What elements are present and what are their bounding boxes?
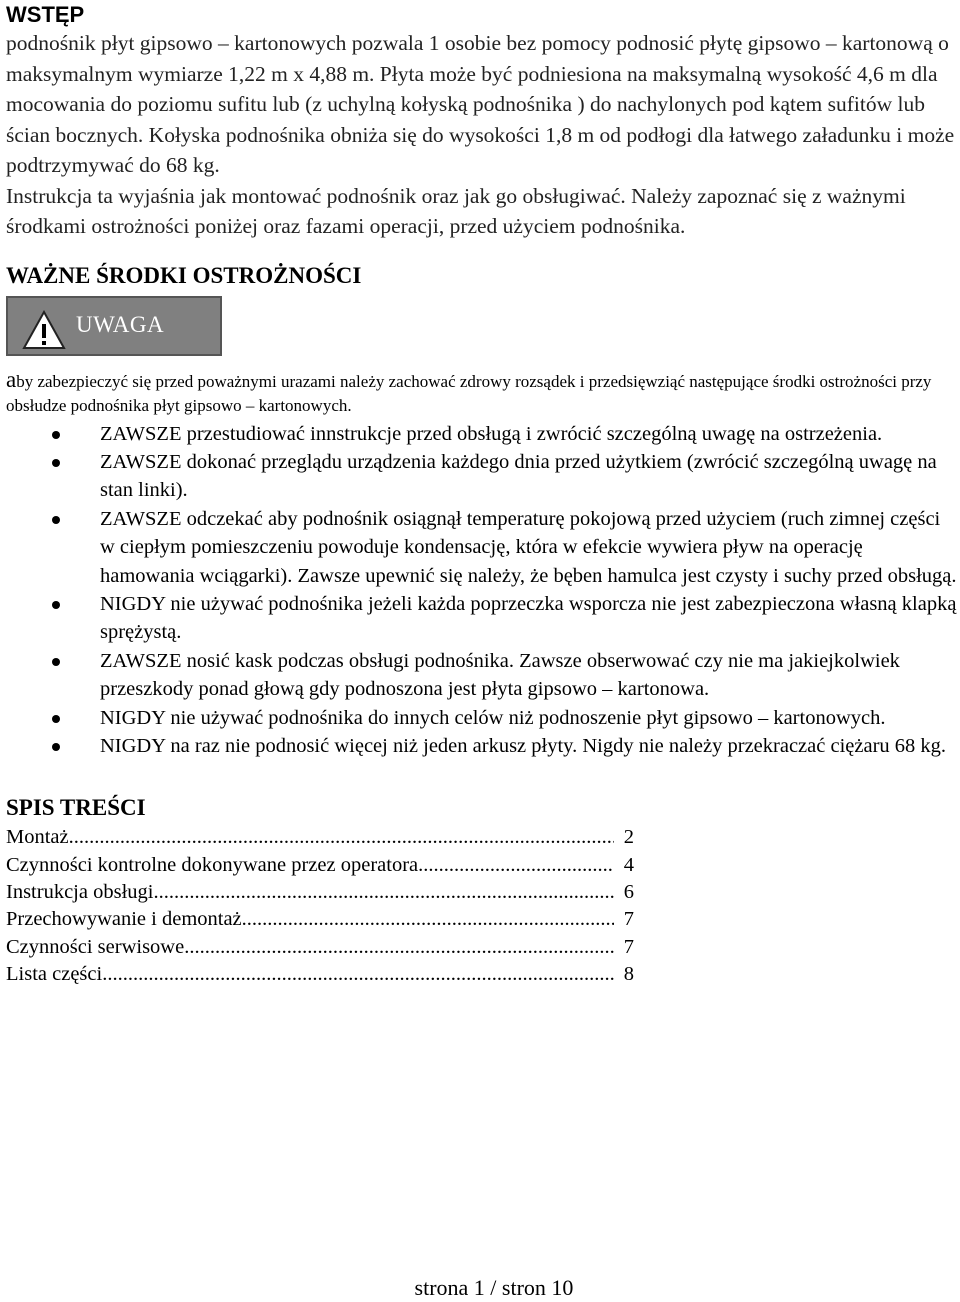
rule-text: ZAWSZE przestudiować innstrukcje przed obsługą i zwrócić szczególną uwagę na ostrzeżenia.	[100, 422, 883, 445]
list-item	[6, 732, 958, 760]
rule-text: ZAWSZE odczekać aby podnośnik osiągnął temperaturę pokojową przed użyciem (ruch zimnej części w ciepłym pomieszczeniu powoduje kondensację, która w efekcie wywiera pływ na operację hamowania wciągarki). Zawsze upewnić się należy, że bęben hamulca jest czysty i suchy przed obsługą.	[100, 507, 957, 587]
precautions-title: WAŻNE ŚRODKI OSTROŻNOŚCI	[6, 262, 362, 288]
toc-entry-page: 4	[623, 853, 634, 876]
warning-triangle-icon	[22, 310, 66, 350]
toc-leader-dots	[418, 852, 614, 879]
toc-leader-dots	[184, 934, 614, 961]
precautions-intro	[6, 368, 958, 418]
toc-entry[interactable]	[6, 824, 634, 851]
toc-entry-label[interactable]: Czynności kontrolne dokonywane przez operatora	[6, 853, 419, 876]
toc-entry-page: 7	[623, 908, 634, 931]
bullet-icon	[52, 658, 60, 666]
bullet-icon	[52, 601, 60, 609]
warning-banner	[6, 296, 222, 356]
list-item	[6, 448, 958, 505]
bullet-icon	[52, 431, 60, 439]
toc-entry-label[interactable]: Czynności serwisowe	[6, 935, 185, 958]
document-page	[6, 0, 958, 988]
toc-leader-dots	[153, 879, 613, 906]
bullet-icon	[52, 459, 60, 467]
bullet-icon	[52, 516, 60, 524]
bullet-icon	[52, 715, 60, 723]
toc-entry-page: 2	[623, 826, 634, 849]
list-item	[6, 647, 958, 704]
rule-text: NIGDY na raz nie podnosić więcej niż jeden arkusz płyty. Nigdy nie należy przekraczać ciężaru 68 kg.	[100, 734, 947, 757]
list-item	[6, 420, 958, 448]
toc-entry[interactable]	[6, 852, 634, 879]
intro-title: WSTĘP	[6, 2, 85, 27]
toc-entry[interactable]	[6, 906, 634, 933]
rule-text: ZAWSZE nosić kask podczas obsługi podnośnika. Zawsze obserwować czy nie ma jakiejkolwiek przeszkody ponad głową gdy podnoszona jest płyta gipsowo – kartonowa.	[100, 649, 900, 701]
toc-entry-label[interactable]: Przechowywanie i demontaż	[6, 908, 242, 931]
rule-text: NIGDY nie używać podnośnika do innych celów niż podnoszenie płyt gipsowo – kartonowych.	[100, 706, 886, 729]
bullet-icon	[52, 743, 60, 751]
toc-entry-page: 8	[623, 962, 634, 985]
list-item	[6, 505, 958, 590]
toc-entry-label[interactable]: Instrukcja obsługi	[6, 880, 154, 903]
toc-leader-dots	[69, 824, 614, 851]
list-item	[6, 590, 958, 647]
toc-leader-dots	[242, 906, 614, 933]
precautions-list	[6, 420, 958, 761]
intro-paragraph: podnośnik płyt gipsowo – kartonowych pozwala 1 osobie bez pomocy podnosić płytę gipsowo – kartonową o maksymalnym wymiarze 1,22 m x 4,88 m. Płyta może być podniesiona na maksymalną wysokość 4,6 m dla mocowania do poziomu sufitu lub (z uchylną kołyską podnośnika ) do nachylonych pod kątem sufitów lub ścian bocznych. Kołyska podnośnika obniża się do wysokości 1,8 m od podłogi dla łatwego załadunku i może podtrzymywać do 68 kg.	[6, 31, 955, 177]
toc-entry-label[interactable]: Montaż	[6, 826, 69, 849]
toc-entry[interactable]	[6, 879, 634, 906]
toc-leader-dots	[102, 961, 614, 988]
list-item	[6, 704, 958, 732]
table-of-contents	[6, 824, 958, 988]
precautions-intro-initial: a	[6, 366, 17, 392]
rule-text: ZAWSZE dokonać przeglądu urządzenia każdego dnia przed użytkiem (zwrócić szczególną uwagę na stan linki).	[100, 450, 937, 502]
toc-entry-page: 6	[623, 880, 634, 903]
toc-entry[interactable]	[6, 934, 634, 961]
toc-entry-label[interactable]: Lista części	[6, 962, 103, 985]
rule-text: NIGDY nie używać podnośnika jeżeli każda poprzeczka wsporcza nie jest zabezpieczona własną klapką sprężystą.	[100, 592, 957, 644]
toc-entry-page: 7	[623, 935, 634, 958]
precautions-intro-text: by zabezpieczyć się przed poważnymi urazami należy zachować zdrowy rozsądek i przedsięwziąć następujące środki ostrożności przy obsłudze podnośnika płyt gipsowo – kartonowych.	[6, 371, 932, 415]
warning-label: UWAGA	[76, 311, 165, 337]
toc-title: SPIS TREŚCI	[6, 795, 146, 821]
intro-paragraph: Instrukcja ta wyjaśnia jak montować podnośnik oraz jak go obsługiwać. Należy zapoznać się z ważnymi środkami ostrożności poniżej oraz fazami operacji, przed użyciem podnośnika.	[6, 183, 906, 238]
toc-entry[interactable]	[6, 961, 634, 988]
intro-body	[6, 28, 958, 242]
page-footer: strona 1 / stron 10	[414, 1275, 574, 1300]
